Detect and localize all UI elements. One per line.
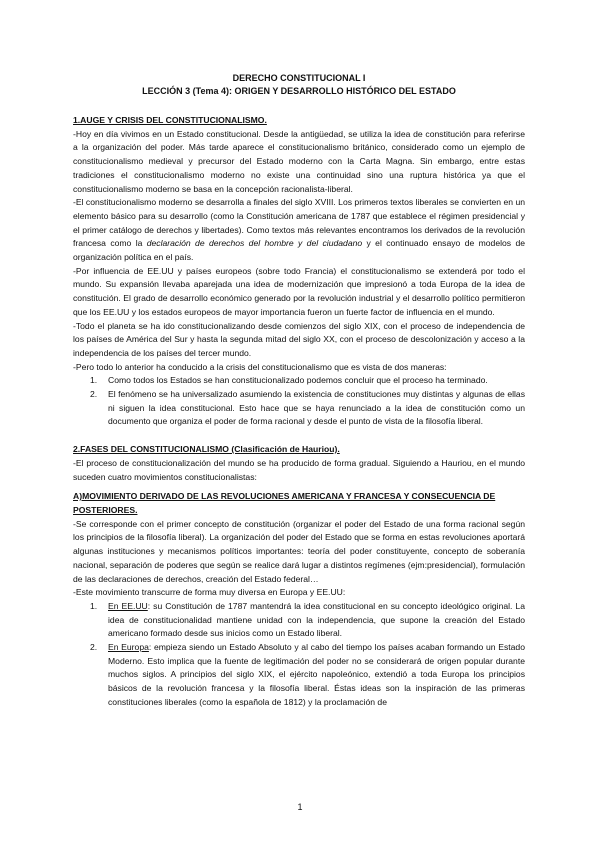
list-label: En EE.UU [108, 600, 148, 611]
list-item [73, 600, 525, 641]
page-number: 1 [297, 802, 303, 812]
list-item [73, 374, 525, 388]
paragraph: -Por influencia de EE.UU y países europeos (sobre todo Francia) el constitucionalismo se extenderá por todo el mundo. Su expansión llevaba aparejada una idea de modernización que impresionó a toda Europa de la idea de constitución. El grado de desarrollo económico generado por la revolución industrial y el desarrollo político permitieron que los EE.UU y los estados europeos de mayor importancia fueron un fuerte factor de influencia en el mundo. [73, 265, 525, 317]
section-1-heading: 1.AUGE Y CRISIS DEL CONSTITUCIONALISMO. [73, 115, 267, 125]
paragraph: -Hoy en día vivimos en un Estado constitucional. Desde la antigüedad, se utiliza la idea de constitución para referirse a la organización del poder. Más tarde aparece el constitucionalismo británico, considerado como un ejemplo de constitucionalismo medieval y precursor del Estado moderno con la Carta Magna. Sin embargo, entre estas tradiciones el constitucionalismo moderno no existe una continuidad sino una ruptura histórica ya que el constitucionalismo moderno se basa en la concepción racionalista-liberal. [73, 128, 525, 194]
section-2-heading: 2.FASES DEL CONSTITUCIONALISMO (Clasificación de Hauriou). [73, 444, 340, 455]
list-number: 1. [90, 375, 98, 386]
numbered-list [73, 600, 525, 710]
list-text: : empieza siendo un Estado Absoluto y al cabo del tiempo los países acaban formando un Estado Moderno. Esto implica que la fuente de legitimación del poder no se considerará de origen popular durante muchos siglos. A principios del siglo XIX, el ejército napoleónico, extendió a toda Europa los principios básicos de la revolución francesa y la filosofía liberal. Éstas ideas son la inspiración de las primeras constituciones liberales (como la española de 1812) y la proclamación de [108, 642, 525, 707]
subsection-heading: A)MOVIMIENTO DERIVADO DE LAS REVOLUCIONES AMERICANA Y FRANCESA Y CONSECUENCIA DE POSTERIORES. [73, 491, 496, 515]
document-page [73, 72, 525, 710]
paragraph: -El constitucionalismo moderno se desarrolla a finales del siglo XVIII. Los primeros textos liberales se convierten en un elemento básico para su desarrollo (como la Constitución americana de 1787 que establece el régimen presidencial y el primer catálogo de derechos y libertades). Como textos más relevantes encontramos los derivados de la revolución francesa como la declaración de derechos del hombre y del ciudadano y el continuado ensayo de modelos de organización política en el país. [73, 197, 526, 263]
italic-title: declaración de derechos del hombre y del ciudadano [146, 238, 363, 249]
numbered-list [73, 374, 525, 429]
list-text: : su Constitución de 1787 mantendrá la idea constitucional en su concepto ideológico original. La idea de constitucionalidad mantiene unidad con la independencia, que supone la creación del Estado americano formado desde sus inicios como un Estado liberal. [108, 600, 525, 639]
list-item [73, 388, 525, 429]
paragraph: -Pero todo lo anterior ha conducido a la crisis del constitucionalismo que es vista de dos maneras: [73, 361, 447, 372]
document-subtitle: LECCIÓN 3 (Tema 4): ORIGEN Y DESARROLLO HISTÓRICO DEL ESTADO [142, 86, 456, 96]
list-label: En Europa [108, 642, 149, 653]
list-number: 2. [90, 642, 98, 653]
list-number: 1. [90, 600, 98, 611]
list-text: Como todos los Estados se han constitucionalizado podemos concluir que el proceso ha terminado. [108, 375, 488, 386]
paragraph: -Se corresponde con el primer concepto de constitución (organizar el poder del Estado de una forma racional según los principios de la filosofía liberal). La organización del poder del Estado que se forma en estas revoluciones aportará algunas instituciones y mecanismos políticos importantes: teoría del poder constituyente, concepto de soberanía nacional, separación de poderes que según se realice dará lugar a distintos regímenes (ejm:presidencial), formulación de las declaraciones de derechos, creación del Estado federal… [73, 518, 525, 584]
document-title: DERECHO CONSTITUCIONAL I [232, 73, 366, 83]
paragraph: -Todo el planeta se ha ido constitucionalizando desde comienzos del siglo XIX, con el proceso de independencia de los países de América del Sur y hasta la segunda mitad del siglo XX, con el proceso de descolonización y acceso a la independencia de los países del tercer mundo. [73, 320, 525, 358]
list-text: El fenómeno se ha universalizado asumiendo la existencia de constituciones muy distintas y algunas de ellas ni siguen la idea constitucional. Esto hace que se haya renunciado a la idea de constitución como un documento que organiza el poder de forma racional y desde el punto de vista de la filosofía liberal. [108, 389, 525, 427]
list-item [73, 641, 525, 710]
list-number: 2. [90, 389, 98, 400]
paragraph: -El proceso de constitucionalización del mundo se ha producido de forma gradual. Siguiendo a Hauriou, en el mundo suceden cuatro movimientos constitucionalistas: [73, 457, 525, 482]
paragraph: -Este movimiento transcurre de forma muy diversa en Europa y EE.UU: [73, 587, 346, 598]
